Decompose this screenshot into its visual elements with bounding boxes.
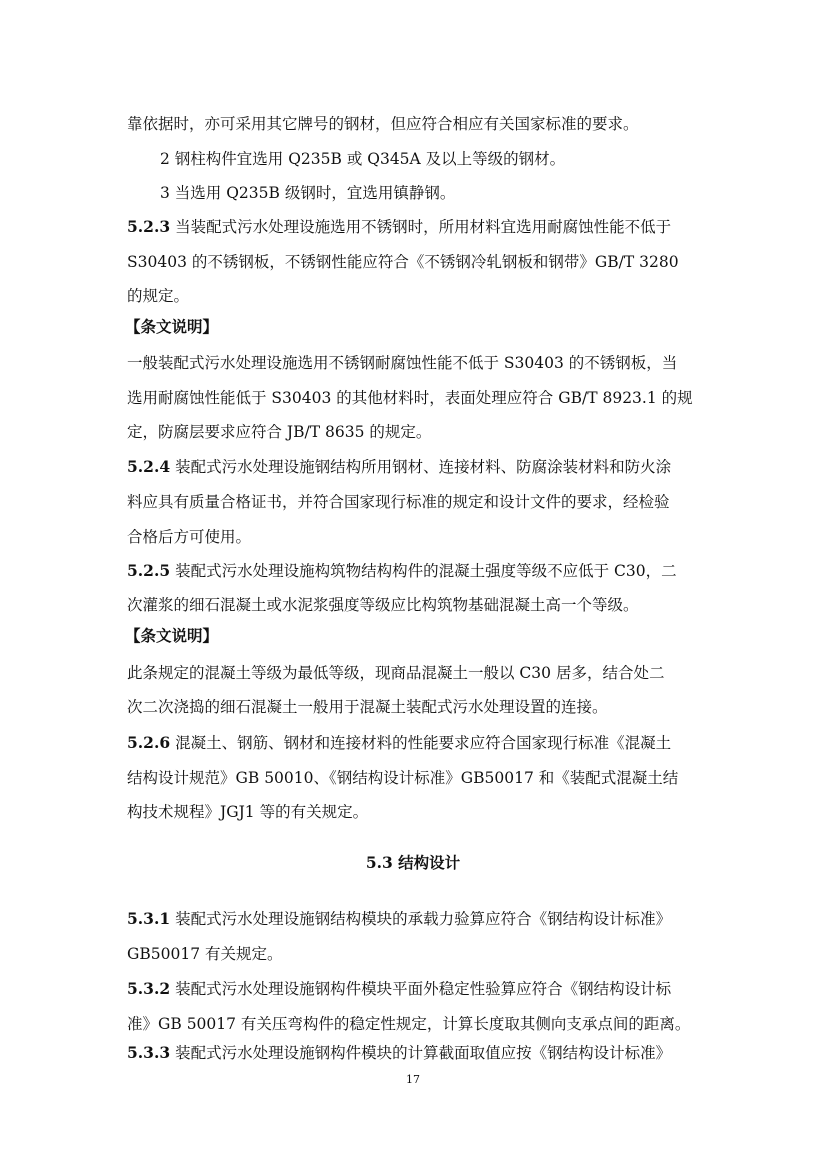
clause-number: 5.2.5 bbox=[127, 561, 171, 580]
clause-number: 5.3.3 bbox=[127, 1043, 171, 1062]
text-line: 一般装配式污水处理设施选用不锈钢耐腐蚀性能不低于 S30403 的不锈钢板，当 bbox=[127, 354, 678, 372]
text-line: GB50017 有关规定。 bbox=[127, 945, 283, 963]
clause-5-3-1: 5.3.1 装配式污水处理设施钢结构模块的承载力验算应符合《钢结构设计标准》 bbox=[127, 909, 672, 928]
text-line: 料应具有质量合格证书，并符合国家现行标准的规定和设计文件的要求，经检验 bbox=[127, 493, 670, 511]
page-number: 17 bbox=[406, 1073, 420, 1086]
section-heading: 5.3 结构设计 bbox=[365, 853, 461, 872]
clause-5-2-4: 5.2.4 装配式污水处理设施钢结构所用钢材、连接材料、防腐涂装材料和防火涂 bbox=[127, 457, 672, 476]
clause-5-2-6: 5.2.6 混凝土、钢筋、钢材和连接材料的性能要求应符合国家现行标准《混凝土 bbox=[127, 733, 672, 752]
clause-number: 5.3.1 bbox=[127, 909, 171, 928]
clause-number: 5.2.3 bbox=[127, 217, 171, 236]
text-line: 选用耐腐蚀性能低于 S30403 的其他材料时，表面处理应符合 GB/T 8923.1 的规 bbox=[127, 389, 693, 407]
list-item: 2 钢柱构件宜选用 Q235B 或 Q345A 及以上等级的钢材。 bbox=[160, 150, 566, 168]
text-line: 的规定。 bbox=[127, 287, 190, 305]
clause-5-3-2: 5.3.2 装配式污水处理设施钢构件模块平面外稳定性验算应符合《钢结构设计标 bbox=[127, 979, 672, 998]
text-line: 结构设计规范》GB 50010、《钢结构设计标准》GB50017 和《装配式混凝土结 bbox=[127, 769, 679, 787]
clause-5-2-5: 5.2.5 装配式污水处理设施构筑物结构构件的混凝土强度等级不应低于 C30，二 bbox=[127, 561, 677, 580]
clause-number: 5.2.6 bbox=[127, 733, 171, 752]
clause-number: 5.3.2 bbox=[127, 979, 171, 998]
text-line: 准》GB 50017 有关压弯构件的稳定性规定，计算长度取其侧向支承点间的距离。 bbox=[127, 1015, 691, 1033]
list-item: 3 当选用 Q235B 级钢时，宜选用镇静钢。 bbox=[160, 184, 456, 202]
clause-5-3-3: 5.3.3 装配式污水处理设施钢构件模块的计算截面取值应按《钢结构设计标准》 bbox=[127, 1043, 672, 1062]
clause-5-2-3: 5.2.3 当装配式污水处理设施选用不锈钢时，所用材料宜选用耐腐蚀性能不低于 bbox=[127, 217, 672, 236]
text-line: 合格后方可使用。 bbox=[127, 528, 252, 546]
text-line: 构技术规程》JGJ1 等的有关规定。 bbox=[127, 803, 369, 821]
text-line: 靠依据时，亦可采用其它牌号的钢材，但应符合相应有关国家标准的要求。 bbox=[127, 115, 639, 133]
text-line: 次灌浆的细石混凝土或水泥浆强度等级应比构筑物基础混凝土高一个等级。 bbox=[127, 596, 639, 614]
clause-explanation-heading: 【条文说明】 bbox=[125, 626, 219, 645]
text-line: S30403 的不锈钢板，不锈钢性能应符合《不锈钢冷轧钢板和钢带》GB/T 3280 bbox=[127, 253, 679, 271]
clause-explanation-heading: 【条文说明】 bbox=[125, 317, 219, 336]
text-line: 此条规定的混凝土等级为最低等级，现商品混凝土一般以 C30 居多，结合处二 bbox=[127, 664, 665, 682]
text-line: 次二次浇捣的细石混凝土一般用于混凝土装配式污水处理设置的连接。 bbox=[127, 698, 608, 716]
text-line: 定，防腐层要求应符合 JB/T 8635 的规定。 bbox=[127, 423, 432, 441]
clause-number: 5.2.4 bbox=[127, 457, 171, 476]
